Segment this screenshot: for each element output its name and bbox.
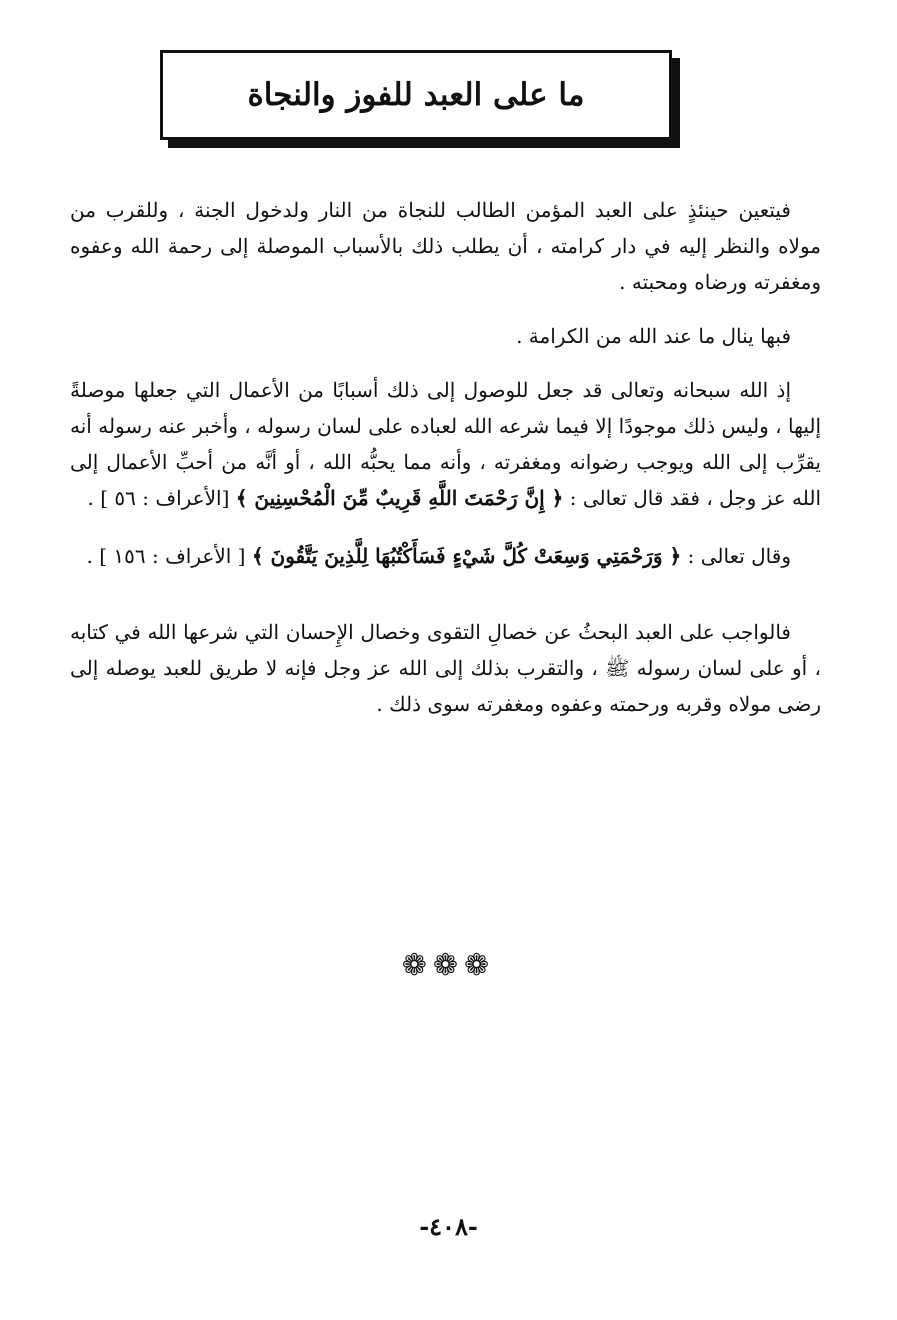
page-number: -٤٠٨- <box>419 1212 478 1241</box>
chapter-title-box <box>160 50 672 140</box>
paragraph-4 <box>70 538 821 574</box>
quran-verse-2: ﴿ وَرَحْمَتِي وَسِعَتْ كُلَّ شَيْءٍ فَسَأَكْتُبُهَا لِلَّذِينَ يَتَّقُونَ ﴾ <box>251 544 682 568</box>
paragraph-3 <box>70 372 821 516</box>
page-body <box>70 192 821 740</box>
paragraph-4-text: وقال تعالى : <box>687 544 791 568</box>
paragraph-2: فبها ينال ما عند الله من الكرامة . <box>516 324 791 348</box>
paragraph-3-text: إذ الله سبحانه وتعالى قد جعل للوصول إلى ذلك أسبابًا من الأعمال التي جعلها موصلةً إليها ، وليس ذلك موجودًا إلا فيما شرعه الله لعباده على لسان رسوله ، وأخبر عنه رسوله أنه يقرِّب إلى الله ويوجب رضوانه ومغفرته ، وأنه مما يحبُّه الله ، أو أنَّه من أحبِّ الأعمال إلى الله عز وجل ، فقد قال تعالى : <box>70 378 821 510</box>
paragraph-5: فالواجب على العبد البحثُ عن خصالِ التقوى وخصال الإِحسان التي شرعها الله في كتابه ، أو على لسان رسوله ﷺ ، والتقرب بذلك إلى الله عز وجل فإنه لا طريق للعبد يوصله إلى رضى مولاه وقربه ورحمته وعفوه ومغفرته سوى ذلك . <box>70 620 821 716</box>
paragraph-1: فيتعين حينئذٍ على العبد المؤمن الطالب للنجاة من النار ولدخول الجنة ، وللقرب من مولاه والنظر إليه في دار كرامته ، أن يطلب ذلك بالأسباب الموصلة إلى رحمة الله وعفوه ومغفرته ورضاه ومحبته . <box>70 198 822 294</box>
chapter-title: ما على العبد للفوز والنجاة <box>247 77 585 113</box>
verse-reference-2: [ الأعراف : ١٥٦ ] . <box>86 544 246 568</box>
quran-verse-1: ﴿ إِنَّ رَحْمَتَ اللَّهِ قَرِيبٌ مِّنَ الْمُحْسِنِينَ ﴾ <box>235 486 564 510</box>
verse-reference-1: [الأعراف : ٥٦ ] . <box>87 486 230 510</box>
section-separator: ❁❁❁ <box>401 948 496 983</box>
